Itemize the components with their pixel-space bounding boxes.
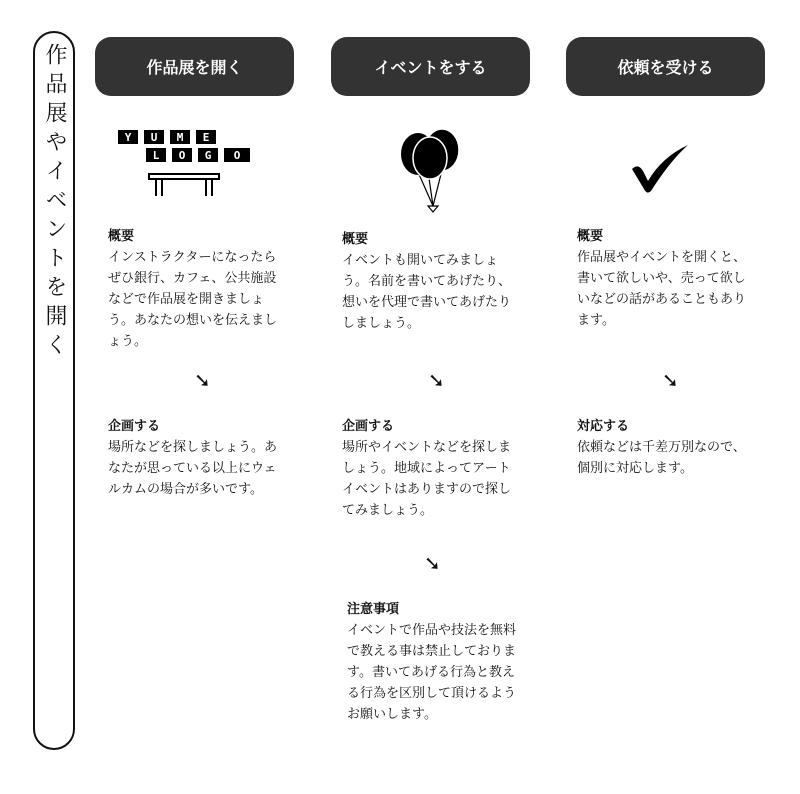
logo-letter: U: [150, 131, 158, 144]
step-label: 企画する: [342, 419, 395, 434]
balloons-icon: [396, 126, 466, 218]
col2-caution: [347, 599, 522, 725]
col1-plan: [108, 416, 283, 500]
checkmark-icon: [626, 143, 692, 199]
step-text: 作品展やイベントを開くと、書いて欲しいや、売って欲しいなどの話があることもあります。: [577, 250, 747, 328]
sidebar-title-pill: [33, 31, 75, 750]
step-text: インストラクターになったらぜひ銀行、カフェ、公共施設などで作品展を開きましょう。あなたの想いを伝えましょう。: [108, 250, 278, 349]
step-text: イベントも開いてみましょう。名前を書いてあげたり、想いを代理で書いてあげたりしましょう。: [342, 253, 512, 331]
header-event: イベントをする: [331, 37, 530, 96]
step-label: 企画する: [108, 419, 161, 434]
step-text: 依頼などは千差万別なので、個別に対応します。: [577, 440, 746, 476]
step-label: 概要: [108, 229, 135, 244]
col1-overview: [108, 226, 283, 352]
step-text: イベントで作品や技法を無料で教える事は禁止しております。書いてあげる行為と教える行為を区別して頂けるようお願いします。: [347, 623, 517, 722]
logo-letter: M: [176, 131, 184, 144]
step-label: 概要: [342, 232, 369, 247]
logo-letter: O: [178, 149, 186, 162]
col3-respond: [577, 416, 752, 479]
col2-overview: [342, 229, 517, 334]
col2-plan: [342, 416, 517, 521]
logo-letter: Y: [124, 131, 132, 144]
step-label: 概要: [577, 229, 604, 244]
logo-letter: L: [152, 149, 160, 162]
header-exhibition: 作品展を開く: [95, 37, 294, 96]
down-arrow-icon: ➘: [194, 368, 211, 392]
step-text: 場所などを探しましょう。あなたが思っている以上にウェルカムの場合が多いです。: [108, 440, 278, 497]
yume-logo-bench-icon: [116, 128, 256, 204]
logo-letter: G: [204, 149, 212, 162]
down-arrow-icon: ➘: [424, 551, 441, 575]
col3-overview: [577, 226, 752, 331]
header-commission: 依頼を受ける: [566, 37, 765, 96]
step-label: 対応する: [577, 419, 630, 434]
logo-letter: E: [202, 131, 210, 144]
step-text: 場所やイベントなどを探しましょう。地域によってアートイベントはありますので探してみましょう。: [342, 440, 512, 518]
sidebar-title: 作品展やイベントを開く: [42, 43, 67, 362]
down-arrow-icon: ➘: [428, 368, 445, 392]
logo-letter: O: [233, 149, 241, 162]
step-label: 注意事項: [347, 602, 400, 617]
down-arrow-icon: ➘: [662, 368, 679, 392]
